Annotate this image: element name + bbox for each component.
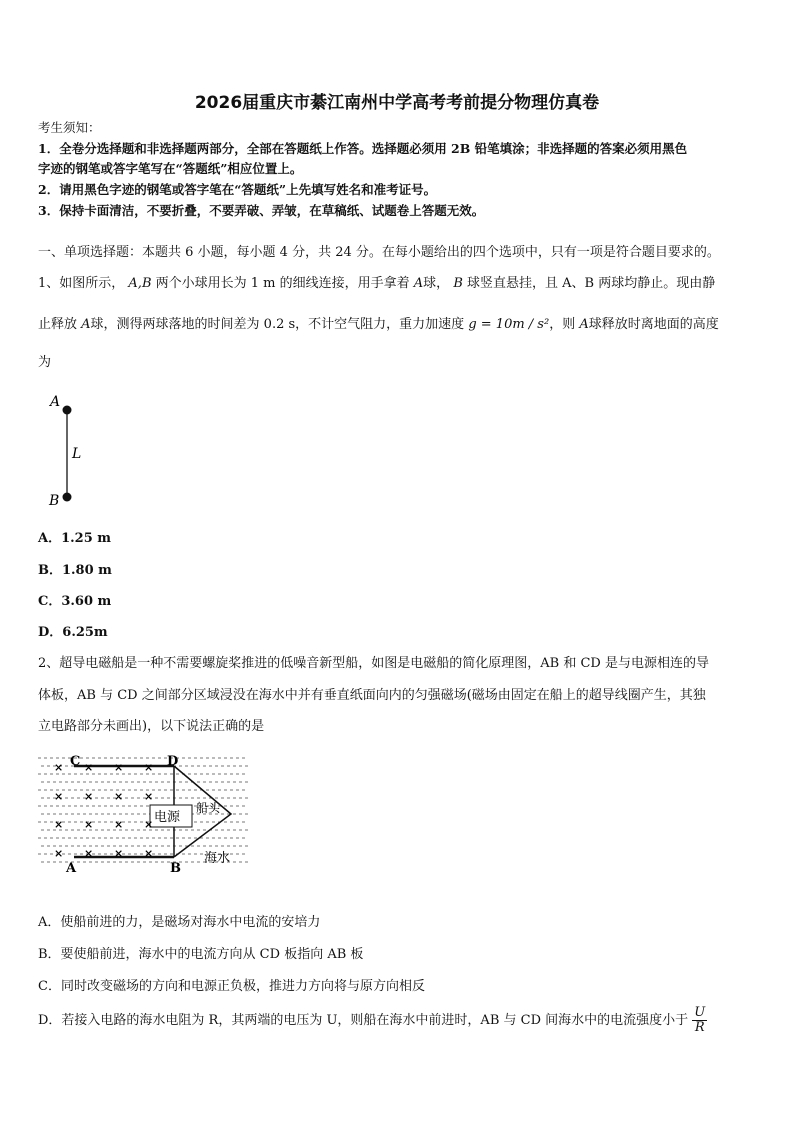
q2-option-a: A．使船前进的力，是磁场对海水中电流的安培力 xyxy=(38,915,321,930)
field-x-mark: × xyxy=(54,818,64,831)
q1-option-c: C．3.60 m xyxy=(38,594,112,609)
notice-item-1-line-2: 字迹的钢笔或答字笔写在“答题纸”相应位置上。 xyxy=(38,161,303,176)
q1-line-3: 为 xyxy=(38,355,52,370)
field-x-mark: × xyxy=(114,761,124,774)
ball-b xyxy=(63,493,72,502)
label-a: A xyxy=(66,861,77,874)
label-b: B xyxy=(49,493,60,509)
q2-option-b: B．要使船前进，海水中的电流方向从 CD 板指向 AB 板 xyxy=(38,947,364,962)
q2-line-2: 体板，AB 与 CD 之间部分区域浸没在海水中并有垂直纸面向内的匀强磁场(磁场由固定在船上的超导线圈产生，其独 xyxy=(38,688,706,703)
q2-figure xyxy=(36,752,248,874)
sea-label: 海水 xyxy=(204,851,231,866)
field-x-mark: × xyxy=(114,847,124,860)
q1-option-a: A．1.25 m xyxy=(38,531,112,546)
field-x-mark: × xyxy=(144,761,154,774)
q2-line-3: 立电路部分未画出)，以下说法正确的是 xyxy=(38,719,265,734)
label-b: B xyxy=(170,861,181,874)
field-x-mark: × xyxy=(114,818,124,831)
label-c: C xyxy=(70,754,81,769)
notice-item-3: 3．保持卡面清洁，不要折叠，不要弄破、弄皱，在草稿纸、试题卷上答题无效。 xyxy=(38,203,485,218)
section-heading: 一、单项选择题：本题共 6 小题，每小题 4 分，共 24 分。在每小题给出的四个选项中，只有一项是符合题目要求的。 xyxy=(38,245,720,260)
label-a: A xyxy=(50,394,61,410)
q1-line-1: 1、如图所示， A,B 两个小球用长为 1 m 的细线连接，用手拿着 A球， B 球竖直悬挂，且 A、B 两球均静止。现由静 xyxy=(38,276,716,291)
magnetic-field-marks xyxy=(54,761,153,860)
field-x-mark: × xyxy=(84,790,94,803)
q2-option-c: C．同时改变磁场的方向和电源正负极，推进力方向将与原方向相反 xyxy=(38,979,425,994)
field-x-mark: × xyxy=(84,818,94,831)
q2-line-1: 2、超导电磁船是一种不需要螺旋桨推进的低噪音新型船，如图是电磁船的简化原理图，AB 和 CD 是与电源相连的导 xyxy=(38,656,709,671)
q2-option-d: D．若接入电路的海水电阻为 R，其两端的电压为 U，则船在海水中前进时，AB 与 CD 间海水中的电流强度小于 $\frac{U}{R}$ xyxy=(38,1005,706,1035)
field-x-mark: × xyxy=(144,847,154,860)
q1-option-d: D．6.25m xyxy=(38,625,108,640)
field-x-mark: × xyxy=(84,847,94,860)
label-l: L xyxy=(72,446,82,462)
notice-item-2: 2．请用黑色字迹的钢笔或答字笔在“答题纸”上先填写姓名和准考证号。 xyxy=(38,182,437,197)
q1-line-2: 止释放 A球，测得两球落地的时间差为 0.2 s，不计空气阻力，重力加速度 g = 10m / s²，则 A球释放时离地面的高度 xyxy=(38,317,719,332)
q1-option-b: B．1.80 m xyxy=(38,563,112,578)
notice-item-1-line-1: 1．全卷分选择题和非选择题两部分，全部在答题纸上作答。选择题必须用 2B 铅笔填涂；非选择题的答案必须用黑色 xyxy=(38,141,688,156)
field-x-mark: × xyxy=(144,818,154,831)
field-x-mark: × xyxy=(54,847,64,860)
ball-a xyxy=(63,406,72,415)
field-x-mark: × xyxy=(144,790,154,803)
field-x-mark: × xyxy=(54,790,64,803)
power-label: 电源 xyxy=(154,810,181,825)
field-x-mark: × xyxy=(84,761,94,774)
field-x-mark: × xyxy=(114,790,124,803)
ship-head-label: 船头 xyxy=(196,801,221,815)
notice-heading: 考生须知： xyxy=(38,120,101,135)
q1-figure xyxy=(40,388,100,510)
field-x-mark: × xyxy=(54,761,64,774)
label-d: D xyxy=(167,754,179,769)
page-title: 2026届重庆市綦江南州中学高考考前提分物理仿真卷 xyxy=(194,93,600,113)
fraction-u-over-r: $\frac{U}{R}$ xyxy=(694,1005,706,1035)
